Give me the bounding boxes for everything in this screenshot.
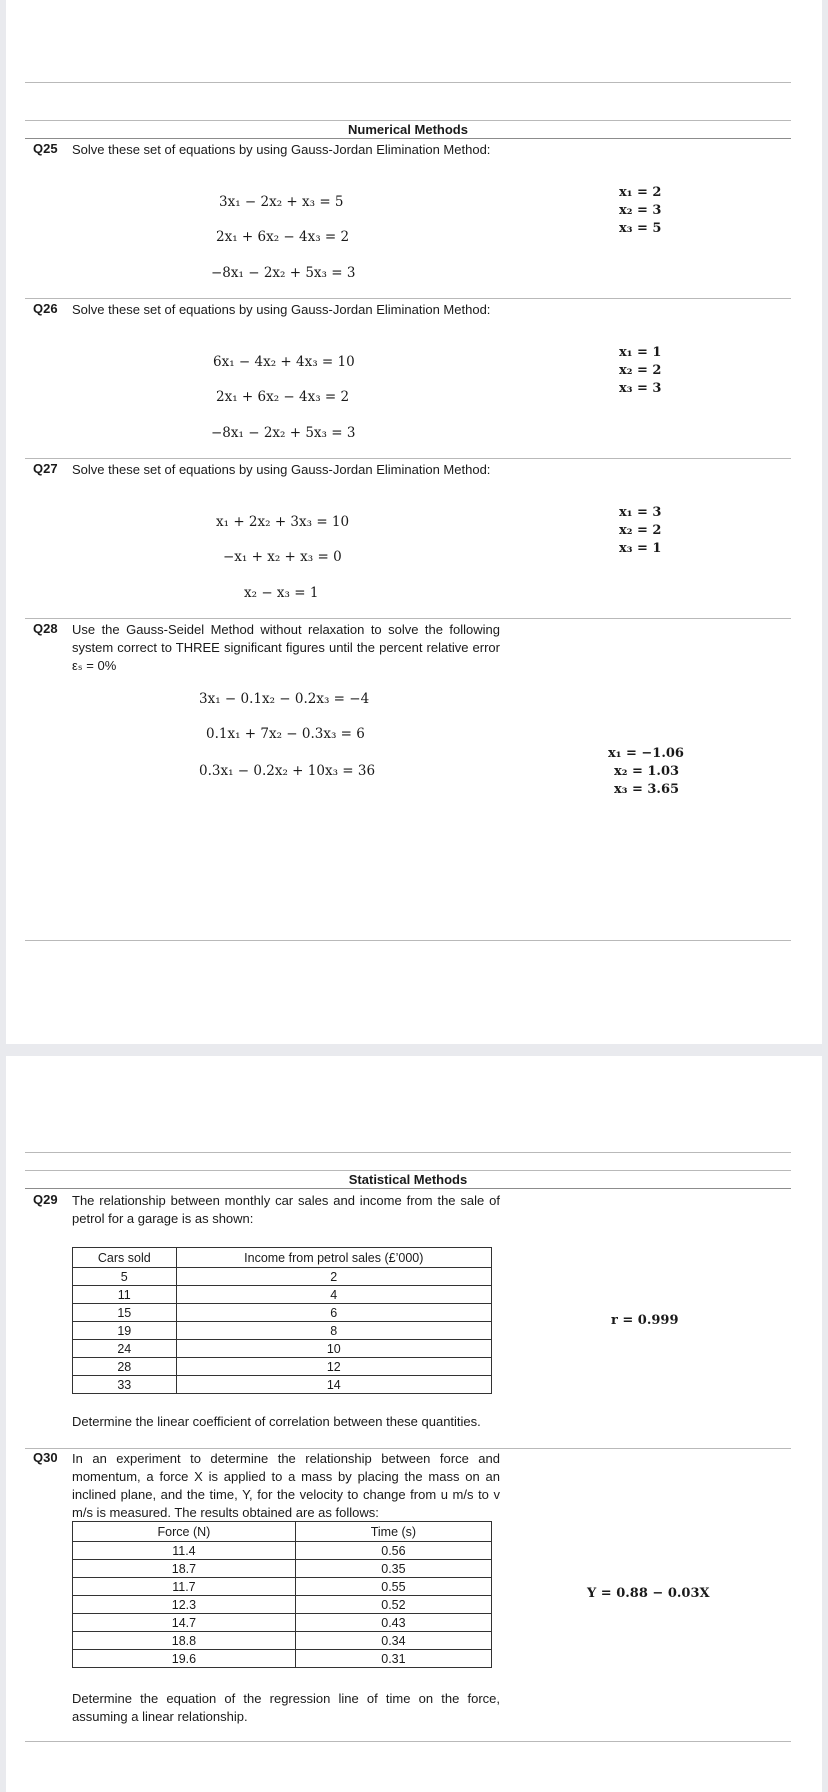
question-text: In an experiment to determine the relationship between force and momentum, a force X is applied to a mass by placing the mass on an inclined plane, and the time, Y, for the velocity to change from u m/s to v m/s is measured. The results obtained are as follows:: [72, 1451, 500, 1520]
column-header: Force (N): [73, 1522, 296, 1542]
question-text: Solve these set of equations by using Gauss-Jordan Elimination Method:: [72, 462, 491, 477]
table-row: [73, 1650, 492, 1668]
table-cell: 19: [73, 1322, 177, 1340]
page-numerical-methods: [6, 0, 822, 1044]
page-rule: [25, 1152, 791, 1153]
table-row: [73, 1358, 492, 1376]
section-rule-bottom: [25, 138, 791, 139]
question-footer: Determine the linear coefficient of correlation between these quantities.: [72, 1414, 481, 1429]
answer: x₃ = 3.65: [614, 782, 680, 797]
table-cell: 19.6: [73, 1650, 296, 1668]
answer: x₃ = 1: [619, 541, 662, 556]
answer: x₁ = 1: [619, 345, 662, 360]
answer: x₁ = 2: [619, 185, 662, 200]
table-cell: 11: [73, 1286, 177, 1304]
section-rule-top: [25, 1170, 791, 1171]
answer: x₁ = 3: [619, 505, 662, 520]
table-cell: 0.43: [295, 1614, 491, 1632]
equation: 2x₁ + 6x₂ − 4x₃ = 2: [216, 389, 350, 405]
answer: x₂ = 2: [619, 363, 662, 378]
equation: 0.3x₁ − 0.2x₂ + 10x₃ = 36: [199, 763, 376, 779]
answer-block: [619, 344, 661, 398]
question-divider: [25, 298, 791, 299]
table-row: [73, 1596, 492, 1614]
table-cell: 0.31: [295, 1650, 491, 1668]
table-cell: 0.56: [295, 1542, 491, 1560]
answer: x₃ = 5: [619, 221, 662, 236]
equation: 0.1x₁ + 7x₂ − 0.3x₃ = 6: [206, 726, 365, 742]
equation: −x₁ + x₂ + x₃ = 0: [223, 549, 342, 565]
table-row: [73, 1614, 492, 1632]
answer-block: [608, 745, 684, 799]
question-divider: [25, 1448, 791, 1449]
question-number: Q27: [33, 461, 58, 476]
page-rule: [25, 940, 791, 941]
table-row: [73, 1322, 492, 1340]
table-cell: 33: [73, 1376, 177, 1394]
question-divider: [25, 458, 791, 459]
table-cell: 11.4: [73, 1542, 296, 1560]
table-cell: 8: [176, 1322, 491, 1340]
column-header: Cars sold: [73, 1248, 177, 1268]
table-row: [73, 1542, 492, 1560]
answer: Y = 0.88 − 0.03X: [587, 1586, 710, 1601]
question-number: Q25: [33, 141, 58, 156]
table-cell: 24: [73, 1340, 177, 1358]
table-header-row: [73, 1522, 492, 1542]
table-row: [73, 1304, 492, 1322]
table-row: [73, 1376, 492, 1394]
table-cell: 15: [73, 1304, 177, 1322]
table-row: [73, 1632, 492, 1650]
table-cell: 12.3: [73, 1596, 296, 1614]
force-time-table: [72, 1521, 492, 1668]
table-cell: 4: [176, 1286, 491, 1304]
page-rule: [25, 1741, 791, 1742]
table-cell: 2: [176, 1268, 491, 1286]
question-footer: Determine the equation of the regression line of time on the force, assuming a linear relationship.: [72, 1691, 500, 1724]
equation: −8x₁ − 2x₂ + 5x₃ = 3: [211, 425, 356, 441]
equation: 3x₁ − 2x₂ + x₃ = 5: [219, 194, 344, 210]
table-row: [73, 1268, 492, 1286]
table-cell: 0.55: [295, 1578, 491, 1596]
table-cell: 11.7: [73, 1578, 296, 1596]
answer: x₂ = 2: [619, 523, 662, 538]
answer: x₂ = 1.03: [614, 764, 680, 779]
table-cell: 12: [176, 1358, 491, 1376]
table-row: [73, 1340, 492, 1358]
answer: r = 0.999: [611, 1313, 679, 1328]
answer-block: [619, 184, 661, 238]
question-number: Q29: [33, 1192, 58, 1207]
table-cell: 0.52: [295, 1596, 491, 1614]
question-text: Use the Gauss-Seidel Method without relaxation to solve the following system correct to THREE significant figures until the percent relative error εₛ = 0%: [72, 622, 500, 673]
answer: x₁ = −1.06: [608, 746, 684, 761]
question-text: The relationship between monthly car sales and income from the sale of petrol for a garage is as shown:: [72, 1193, 500, 1226]
question-text: Solve these set of equations by using Gauss-Jordan Elimination Method:: [72, 142, 491, 157]
equation: 6x₁ − 4x₂ + 4x₃ = 10: [213, 354, 355, 370]
table-cell: 6: [176, 1304, 491, 1322]
table-cell: 0.34: [295, 1632, 491, 1650]
table-header-row: [73, 1248, 492, 1268]
question-number: Q30: [33, 1450, 58, 1465]
equation: 2x₁ + 6x₂ − 4x₃ = 2: [216, 229, 350, 245]
equation: 3x₁ − 0.1x₂ − 0.2x₃ = −4: [199, 691, 370, 707]
section-title: Statistical Methods: [348, 1172, 468, 1187]
table-cell: 28: [73, 1358, 177, 1376]
page-rule: [25, 82, 791, 83]
equation: −8x₁ − 2x₂ + 5x₃ = 3: [211, 265, 356, 281]
table-row: [73, 1578, 492, 1596]
question-number: Q26: [33, 301, 58, 316]
page-statistical-methods: [6, 1056, 822, 1792]
section-title: Numerical Methods: [348, 122, 468, 137]
section-rule-top: [25, 120, 791, 121]
table-cell: 5: [73, 1268, 177, 1286]
answer: x₃ = 3: [619, 381, 662, 396]
cars-income-table: [72, 1247, 492, 1394]
table-cell: 14: [176, 1376, 491, 1394]
column-header: Time (s): [295, 1522, 491, 1542]
column-header: Income from petrol sales (£’000): [176, 1248, 491, 1268]
table-row: [73, 1560, 492, 1578]
question-text: Solve these set of equations by using Gauss-Jordan Elimination Method:: [72, 302, 491, 317]
equation: x₂ − x₃ = 1: [244, 585, 319, 601]
question-number: Q28: [33, 621, 58, 636]
question-divider: [25, 618, 791, 619]
answer-block: [619, 504, 661, 558]
table-cell: 18.8: [73, 1632, 296, 1650]
answer: x₂ = 3: [619, 203, 662, 218]
table-cell: 10: [176, 1340, 491, 1358]
table-row: [73, 1286, 492, 1304]
section-rule-bottom: [25, 1188, 791, 1189]
table-cell: 0.35: [295, 1560, 491, 1578]
equation: x₁ + 2x₂ + 3x₃ = 10: [216, 514, 350, 530]
table-cell: 14.7: [73, 1614, 296, 1632]
table-cell: 18.7: [73, 1560, 296, 1578]
